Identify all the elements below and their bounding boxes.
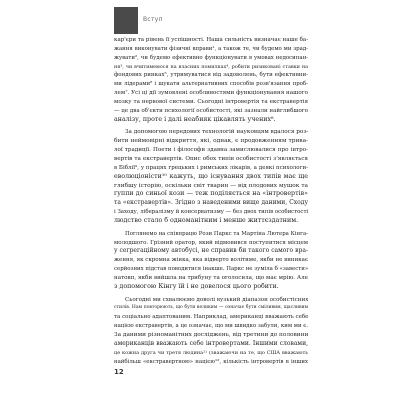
text-line: американців вважають себе інтровертами. Іншими словами, [114, 339, 308, 347]
text-line: мозку та нервової системи. Сьогодні інтровертія та екстравертія [114, 98, 308, 105]
text-line: і Заходу, лібералізму й консерватизму — без двох типів особистості [114, 209, 309, 216]
text-line: За даними різноманітних досліджень, від третини до половини [114, 332, 309, 338]
text-line: серйозних підстав поводитися інакше. Паркс не зуміла б «завести» [114, 266, 309, 273]
text-line: За допомогою передових технологій науковцям вдалося роз- [125, 129, 309, 136]
section-label: Вступ [143, 16, 163, 23]
text-line: та «екстравертів». Згідно з наведеними вище даними, Сходу [114, 199, 308, 207]
text-line: нацією екстравертів, а це означає, що ми швидко забули, ким ми є. [114, 323, 308, 330]
text-line: еволюціоністи¹⁰ кажуть, що існування двох типів має ще [114, 172, 308, 180]
text-line: стилів. Нам повторюють, що бути великим — означає бути сміливим, щасливим [114, 305, 308, 311]
body-text [114, 36, 308, 366]
text-line: та соціально адаптованим. Наприклад, американці вважають себе [114, 314, 309, 321]
text-line: фондових ринках⁵, утримуватися від задоволень, бути ефективни- [114, 72, 308, 79]
text-line: глибшу історію, оскільки світ тварин — від плодових мушок та [114, 182, 308, 189]
text-line: бити неймовірні відкриття, які, однак, є продовженням трива- [114, 138, 308, 145]
text-line: натовп, якби вийшла на трибуну та оголосила, що має мрію. Але [114, 274, 308, 281]
text-line: кар'єри та рівень її успішності. Наша сильність визначає наше ба- [114, 37, 309, 43]
text-line: ми лідерами⁶ і шукати альтернативних способів розв'язання проб- [114, 81, 308, 88]
text-line: жання виконувати фізичні вправи¹, а також те, чи будемо ми зрад- [114, 45, 308, 52]
text-line: гуппи до синьої кози — теж поділяється на «інтровертів» [114, 190, 308, 198]
text-line: людство стало б одноманітним і менше життєздатним. [114, 216, 299, 224]
paragraph-3 [114, 230, 308, 292]
text-line: Поглянемо на співпрацю Рози Паркс та Мартіна Лютера Кінга- [125, 230, 308, 237]
text-line: ня³, чи вчитимемося на власних помилках⁴, робити ризиковані ставки на [114, 63, 308, 70]
text-line: найбільш «екстравертною» нацією¹², кількість інтровертів в інших [114, 358, 308, 365]
section-marker-bar [114, 7, 138, 34]
text-line: у сегрегаційному автобусі, не справив би такого самого вра- [114, 247, 308, 255]
text-line: в Біблії⁹, у працях грецьких і римських лікарів, а деякі психологи- [114, 164, 308, 171]
text-line: вертів та екстравертів. Опис обох типів особистості з'являється [114, 155, 308, 162]
paragraph-1 [114, 36, 308, 124]
text-line: з допомогою Кінгу їй і не довелося цього робити. [114, 282, 279, 290]
text-line: аналізу, проте і далі неабияк цікавлять учених⁸. [114, 115, 276, 123]
paragraph-2 [114, 128, 308, 225]
text-line: лем⁷. Усі ці дії зумовлені особливостями функціонування нашого [114, 90, 308, 97]
text-line: — це два об'єкти психології особистості, які зазнали найглибшого [114, 107, 308, 114]
page-number: 12 [114, 368, 124, 376]
text-line: жувати², чи будемо ефективно функціонувати в умовах недосипан- [114, 54, 308, 61]
paragraph-4 [114, 296, 308, 367]
text-line: лої традиції. Поети і філософи здавна замислювалися про інтро- [114, 147, 308, 154]
text-line: молодшого. Грізний оратор, який відмовився поступитися місцем [114, 239, 308, 246]
text-line: ження, як скромна жінка, яка відверто волітиме, якби не виникає [114, 257, 309, 264]
text-line: Сьогодні ми схвалюємо доволі вузький діапазон особистісних [125, 296, 309, 303]
text-line: це кожна друга чи третя людина¹¹ (зважаючи на те, що США вважають [114, 349, 308, 356]
